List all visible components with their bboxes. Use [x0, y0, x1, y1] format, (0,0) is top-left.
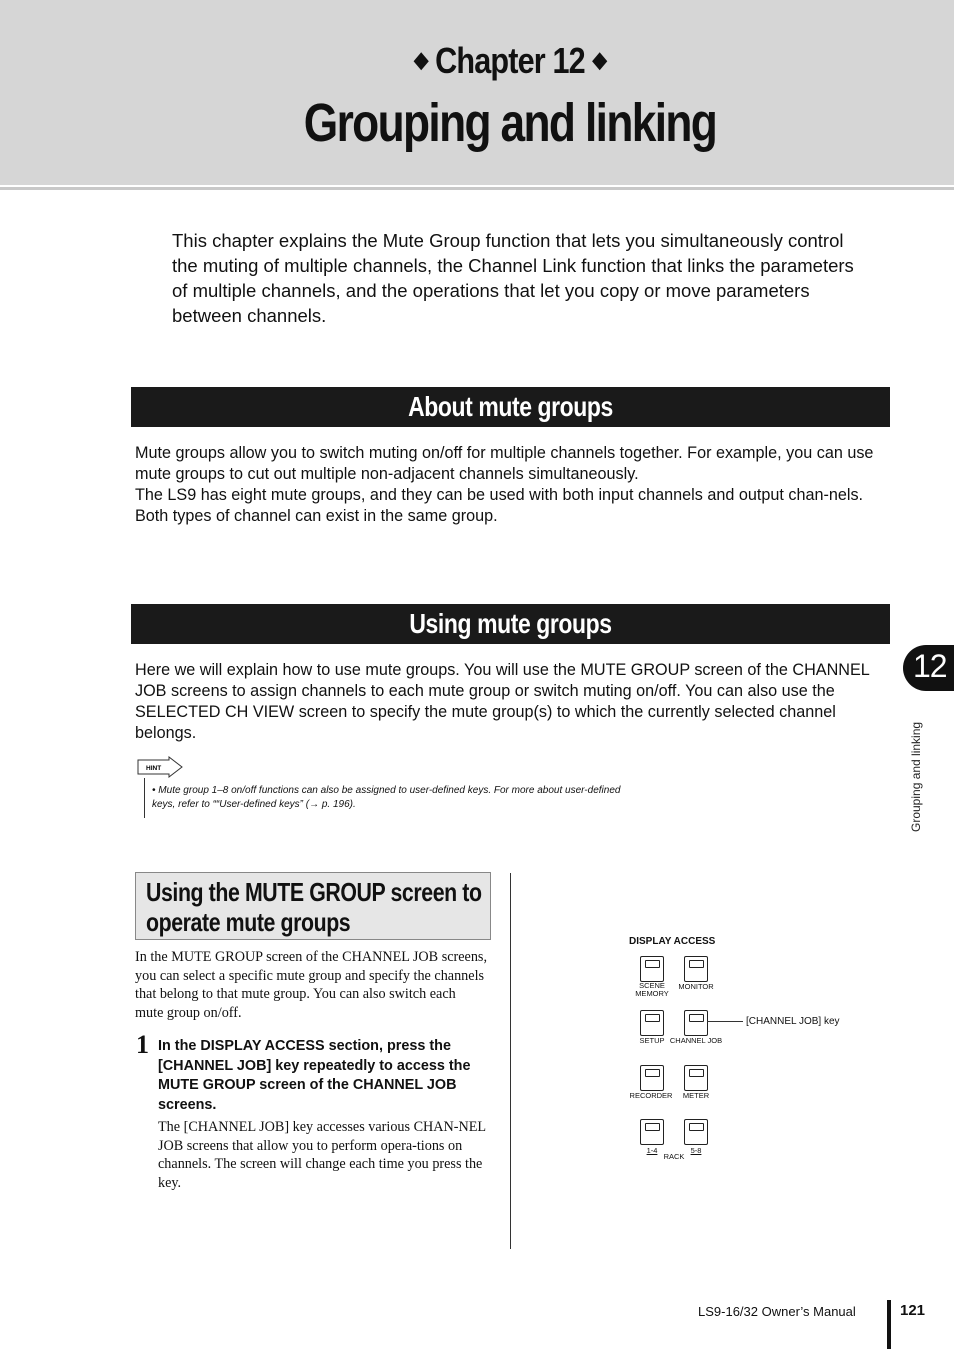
hint-text	[152, 784, 632, 812]
diamond-icon: ◆	[592, 47, 607, 73]
subsection-title: Using the MUTE GROUP screen to operate mute groups	[146, 877, 482, 937]
chapter-tab-label: Grouping and linking	[909, 721, 923, 832]
subsection-heading	[135, 872, 491, 940]
step-instruction: In the DISPLAY ACCESS section, press the [CHANNEL JOB] key repeatedly to access the MUTE GROUP screen of the CHANNEL JOB screens.	[158, 1038, 471, 1113]
channel-job-label: CHANNEL JOB	[669, 1036, 723, 1045]
hint-body: Mute group 1–8 on/off functions can also be assigned to user-defined keys. For more about user-defined keys, refer to ““User-defined keys” (→ p. 196).	[152, 785, 621, 810]
setup-key[interactable]	[640, 1010, 664, 1036]
meter-key[interactable]	[684, 1065, 708, 1091]
column-divider	[510, 873, 511, 1249]
hint-rule	[144, 778, 145, 818]
hint-label: HINT	[146, 765, 162, 772]
page-number: 121	[900, 1302, 926, 1319]
recorder-label: RECORDER	[629, 1091, 673, 1100]
hint-bullet: •	[152, 785, 156, 796]
recorder-key[interactable]	[640, 1065, 664, 1091]
monitor-label: MONITOR	[678, 982, 714, 991]
rack-5-8-label: 5-8	[690, 1146, 702, 1155]
setup-label: SETUP	[639, 1036, 665, 1045]
scene-memory-label: SCENE MEMORY	[635, 981, 669, 998]
using-paragraph: Here we will explain how to use mute groups. You will use the MUTE GROUP screen of the CHANNEL JOB screens to assign channels to each mute group or switch muting on/off. You can also use the SELECTED CH VIEW screen to specify the mute group(s) to which the currently selected channel belongs.	[135, 661, 870, 742]
chapter-label	[77, 40, 944, 82]
step-number: 1	[136, 1030, 149, 1059]
section-title: About mute groups	[408, 391, 613, 422]
meter-label: METER	[682, 1091, 710, 1100]
diamond-icon: ◆	[413, 47, 428, 73]
chapter-title: Grouping and linking	[303, 93, 717, 153]
callout-line	[707, 1021, 743, 1022]
channel-job-key[interactable]	[684, 1010, 708, 1036]
about-paragraph	[135, 443, 887, 527]
header-divider	[0, 187, 954, 190]
rack-1-4-key[interactable]	[640, 1119, 664, 1145]
chapter-tab	[903, 645, 954, 691]
subsection-body: In the MUTE GROUP screen of the CHANNEL JOB screens, you can select a specific mute group and specify the channels that belong to that mute group. You can also switch each mute group on/off.	[135, 949, 487, 1021]
about-paragraph-2: The LS9 has eight mute groups, and they can be used with both input channels and output chan-nels. Both types of channel can exist in the same group.	[135, 486, 864, 525]
monitor-key[interactable]	[684, 956, 708, 982]
footer-divider	[887, 1300, 891, 1349]
chapter-number: Chapter 12	[435, 40, 585, 81]
panel-title: DISPLAY ACCESS	[629, 936, 716, 947]
rack-5-8-key[interactable]	[684, 1119, 708, 1145]
chapter-tab-number: 12	[913, 648, 947, 684]
section-heading-about	[131, 387, 890, 427]
scene-memory-key[interactable]	[640, 956, 664, 982]
callout-label: [CHANNEL JOB] key	[746, 1016, 840, 1027]
step-explanation: The [CHANNEL JOB] key accesses various CHAN-NEL JOB screens that allow you to perform opera-tions on channels. The screen will change each time you press the key.	[158, 1119, 486, 1191]
rack-1-4-label: 1-4	[646, 1146, 658, 1155]
section-title: Using mute groups	[409, 608, 612, 639]
intro-paragraph: This chapter explains the Mute Group function that lets you simultaneously control the muting of multiple channels, the Channel Link function that links the parameters of multiple channels, and the operations that let you copy or move parameters between channels.	[172, 230, 854, 326]
footer-manual-title: LS9-16/32 Owner’s Manual	[698, 1304, 856, 1319]
section-heading-using	[131, 604, 890, 644]
about-paragraph-1: Mute groups allow you to switch muting on/off for multiple channels together. For example, you can use mute groups to cut out multiple non-adjacent channels simultaneously.	[135, 444, 874, 483]
hint-icon	[137, 756, 183, 778]
rack-label: RACK	[663, 1152, 685, 1161]
